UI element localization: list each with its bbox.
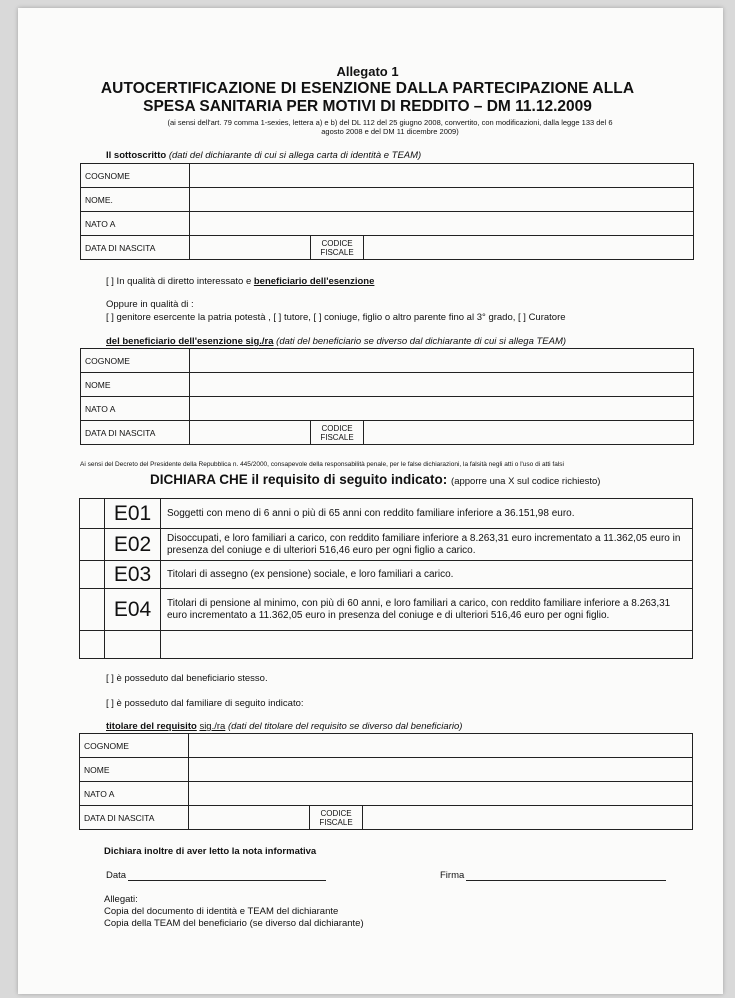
data-nascita-field[interactable]: [189, 806, 310, 830]
beneficiario-heading: del beneficiario dell'esenzione sig./ra (dati del beneficiario se diverso dal dichiarante di cui si allega TEAM): [106, 336, 567, 347]
code-e04-text: Titolari di pensione al minimo, con più di 60 anni, e loro familiari a carico, con reddito familiare inferiore a 8.263,31 euro incrementato a 11.362,05 euro in presenza del coniuge e di ulteriori 516,46 euro per ogni figlio.: [161, 589, 693, 631]
codice-fiscale-label: CODICE FISCALE: [311, 236, 364, 260]
option-posseduto-beneficiario[interactable]: [ ] è posseduto dal beneficiario stesso.: [106, 673, 268, 684]
data-nascita-field[interactable]: [190, 236, 311, 260]
code-e04: E04: [105, 589, 161, 631]
table-row: [80, 758, 693, 782]
table-row: [80, 561, 693, 589]
table-row: [81, 212, 694, 236]
cognome-field[interactable]: [189, 734, 693, 758]
allegati-label: Allegati:: [104, 894, 138, 905]
data-nascita-label: DATA DI NASCITA: [81, 236, 190, 260]
dichiarante-table: [80, 163, 694, 260]
table-row: [81, 373, 694, 397]
table-row: [81, 397, 694, 421]
table-row: [80, 806, 693, 830]
codice-fiscale-field[interactable]: [363, 806, 693, 830]
code-e01: E01: [105, 499, 161, 529]
codice-fiscale-label: CODICE FISCALE: [310, 806, 363, 830]
cognome-label: COGNOME: [81, 349, 190, 373]
titolare-heading: titolare del requisito sig./ra (dati del titolare del requisito se diverso dal beneficiario): [106, 721, 463, 732]
codes-table: [79, 498, 693, 659]
table-row: [80, 499, 693, 529]
oppure-label: Oppure in qualità di :: [106, 299, 194, 310]
nome-field[interactable]: [190, 188, 694, 212]
nome-field[interactable]: [189, 758, 693, 782]
checkbox-e04[interactable]: [80, 589, 105, 631]
checkbox-extra[interactable]: [80, 631, 105, 659]
allegato-item-1: Copia del documento di identità e TEAM del dichiarante: [104, 906, 339, 917]
codice-fiscale-field[interactable]: [364, 236, 694, 260]
data-nascita-label: DATA DI NASCITA: [80, 806, 189, 830]
data-signature-line[interactable]: [128, 880, 326, 881]
table-row: [80, 529, 693, 561]
table-row: [81, 349, 694, 373]
firma-signature-line[interactable]: [466, 880, 666, 881]
nome-label: NOME.: [81, 188, 190, 212]
data-nascita-field[interactable]: [190, 421, 311, 445]
nato-a-field[interactable]: [190, 397, 694, 421]
code-e03: E03: [105, 561, 161, 589]
checkbox-e01[interactable]: [80, 499, 105, 529]
table-row: [80, 782, 693, 806]
nato-a-label: NATO A: [81, 212, 190, 236]
sottoscritto-heading: Il sottoscritto (dati del dichiarante di cui si allega carta di identità e TEAM): [106, 150, 422, 161]
titolare-table: [79, 733, 693, 830]
data-nascita-label: DATA DI NASCITA: [81, 421, 190, 445]
checkbox-e03[interactable]: [80, 561, 105, 589]
cognome-field[interactable]: [190, 349, 694, 373]
firma-label: Firma: [440, 870, 465, 881]
table-row: [80, 589, 693, 631]
options-qualita[interactable]: [ ] genitore esercente la patria potestà , [ ] tutore, [ ] coniuge, figlio o altro parente fino al 3° grado, [ ] Curatore: [106, 312, 566, 323]
cognome-label: COGNOME: [80, 734, 189, 758]
option-diretto-interessato[interactable]: [ ] In qualità di diretto interessato e beneficiario dell'esenzione: [106, 276, 375, 287]
informativa-statement: Dichiara inoltre di aver letto la nota informativa: [104, 846, 317, 857]
title-line-2: SPESA SANITARIA PER MOTIVI DI REDDITO – DM 11.12.2009: [143, 98, 592, 115]
table-row: [81, 421, 694, 445]
option-posseduto-familiare[interactable]: [ ] è posseduto dal familiare di seguito indicato:: [106, 698, 304, 709]
checkbox-e02[interactable]: [80, 529, 105, 561]
dichiara-heading: DICHIARA CHE il requisito di seguito indicato: (apporre una X sul codice richiesto): [150, 472, 601, 487]
code-e03-text: Titolari di assegno (ex pensione) sociale, e loro familiari a carico.: [161, 561, 693, 589]
code-extra: [105, 631, 161, 659]
table-row: [80, 734, 693, 758]
code-extra-text[interactable]: [161, 631, 693, 659]
data-label: Data: [106, 870, 127, 881]
cognome-field[interactable]: [190, 164, 694, 188]
beneficiario-table: [80, 348, 694, 445]
dpr-declaration: Ai sensi del Decreto del Presidente della Repubblica n. 445/2000, consapevole della responsabilità penale, per le false dichiarazioni, la falsità negli atti o l'uso di atti falsi: [80, 461, 564, 468]
code-e02-text: Disoccupati, e loro familiari a carico, con reddito familiare inferiore a 8.263,31 euro incrementato a 11.362,05 euro in presenza del coniuge e di ulteriori 516,46 euro per ogni figlio a carico.: [161, 529, 693, 561]
table-row: [81, 188, 694, 212]
nome-field[interactable]: [190, 373, 694, 397]
table-row: [80, 631, 693, 659]
legal-reference: (ai sensi dell'art. 79 comma 1-sexies, lettera a) e b) del DL 112 del 25 giugno 2008, convertito, con modificazioni, dalla legge 133 del 6 agosto 2008 e del DM 11 dicembre 2009): [167, 118, 613, 136]
table-row: [81, 164, 694, 188]
title-line-1: AUTOCERTIFICAZIONE DI ESENZIONE DALLA PARTECIPAZIONE ALLA: [100, 80, 635, 97]
codice-fiscale-field[interactable]: [364, 421, 694, 445]
table-row: [81, 236, 694, 260]
cognome-label: COGNOME: [81, 164, 190, 188]
code-e02: E02: [105, 529, 161, 561]
nato-a-field[interactable]: [190, 212, 694, 236]
nato-a-label: NATO A: [81, 397, 190, 421]
code-e01-text: Soggetti con meno di 6 anni o più di 65 anni con reddito familiare inferiore a 36.151,98 euro.: [161, 499, 693, 529]
nato-a-label: NATO A: [80, 782, 189, 806]
codice-fiscale-label: CODICE FISCALE: [311, 421, 364, 445]
allegato-item-2: Copia della TEAM del beneficiario (se diverso dal dichiarante): [104, 918, 364, 929]
nome-label: NOME: [80, 758, 189, 782]
allegato-label: Allegato 1: [336, 64, 399, 79]
nato-a-field[interactable]: [189, 782, 693, 806]
nome-label: NOME: [81, 373, 190, 397]
